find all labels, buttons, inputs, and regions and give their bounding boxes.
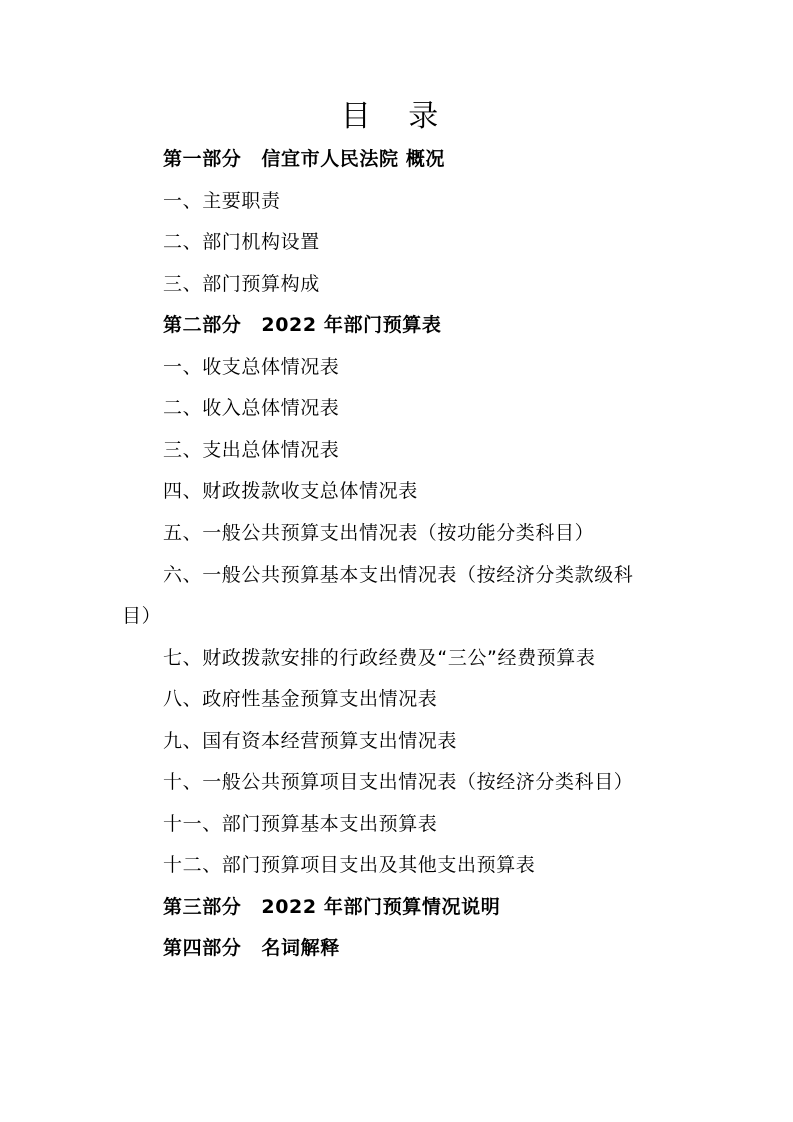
toc-part1-heading — [163, 145, 445, 173]
toc-item: 三、部门预算构成 — [163, 273, 320, 295]
toc-item: 九、国有资本经营预算支出情况表 — [163, 730, 458, 752]
toc-item: 三、支出总体情况表 — [163, 439, 340, 461]
toc-part4-heading — [163, 934, 340, 962]
toc-item: 二、部门机构设置 — [163, 231, 320, 253]
toc-item-continuation: 目） — [122, 605, 162, 627]
toc-part3-heading — [163, 893, 500, 921]
toc-part3-label: 第三部分 — [163, 896, 242, 918]
toc-part1-label: 第一部分 — [163, 148, 242, 170]
toc-item: 十一、部门预算基本支出预算表 — [163, 813, 438, 835]
toc-item: 一、主要职责 — [163, 190, 281, 212]
toc-item: 六、一般公共预算基本支出情况表（按经济分类款级科 — [163, 564, 634, 586]
toc-item: 五、一般公共预算支出情况表（按功能分类科目） — [163, 522, 595, 544]
toc-part3-text: 2022 年部门预算情况说明 — [261, 896, 501, 918]
toc-part2-label: 第二部分 — [163, 314, 242, 336]
toc-item: 二、收入总体情况表 — [163, 397, 340, 419]
toc-part2-text: 2022 年部门预算表 — [261, 314, 442, 336]
toc-part4-label: 第四部分 — [163, 937, 242, 959]
toc-item: 十二、部门预算项目支出及其他支出预算表 — [163, 854, 536, 876]
page-title: 目 录 — [340, 99, 453, 134]
toc-part2-heading — [163, 311, 442, 339]
toc-item: 七、财政拨款安排的行政经费及“三公”经费预算表 — [163, 647, 596, 669]
toc-part1-text: 信宜市人民法院 概况 — [261, 148, 446, 170]
toc-part4-text: 名词解释 — [261, 937, 340, 959]
toc-item: 一、收支总体情况表 — [163, 356, 340, 378]
toc-item: 十、一般公共预算项目支出情况表（按经济分类科目） — [163, 771, 634, 793]
toc-item: 八、政府性基金预算支出情况表 — [163, 688, 438, 710]
toc-item: 四、财政拨款收支总体情况表 — [163, 480, 418, 502]
